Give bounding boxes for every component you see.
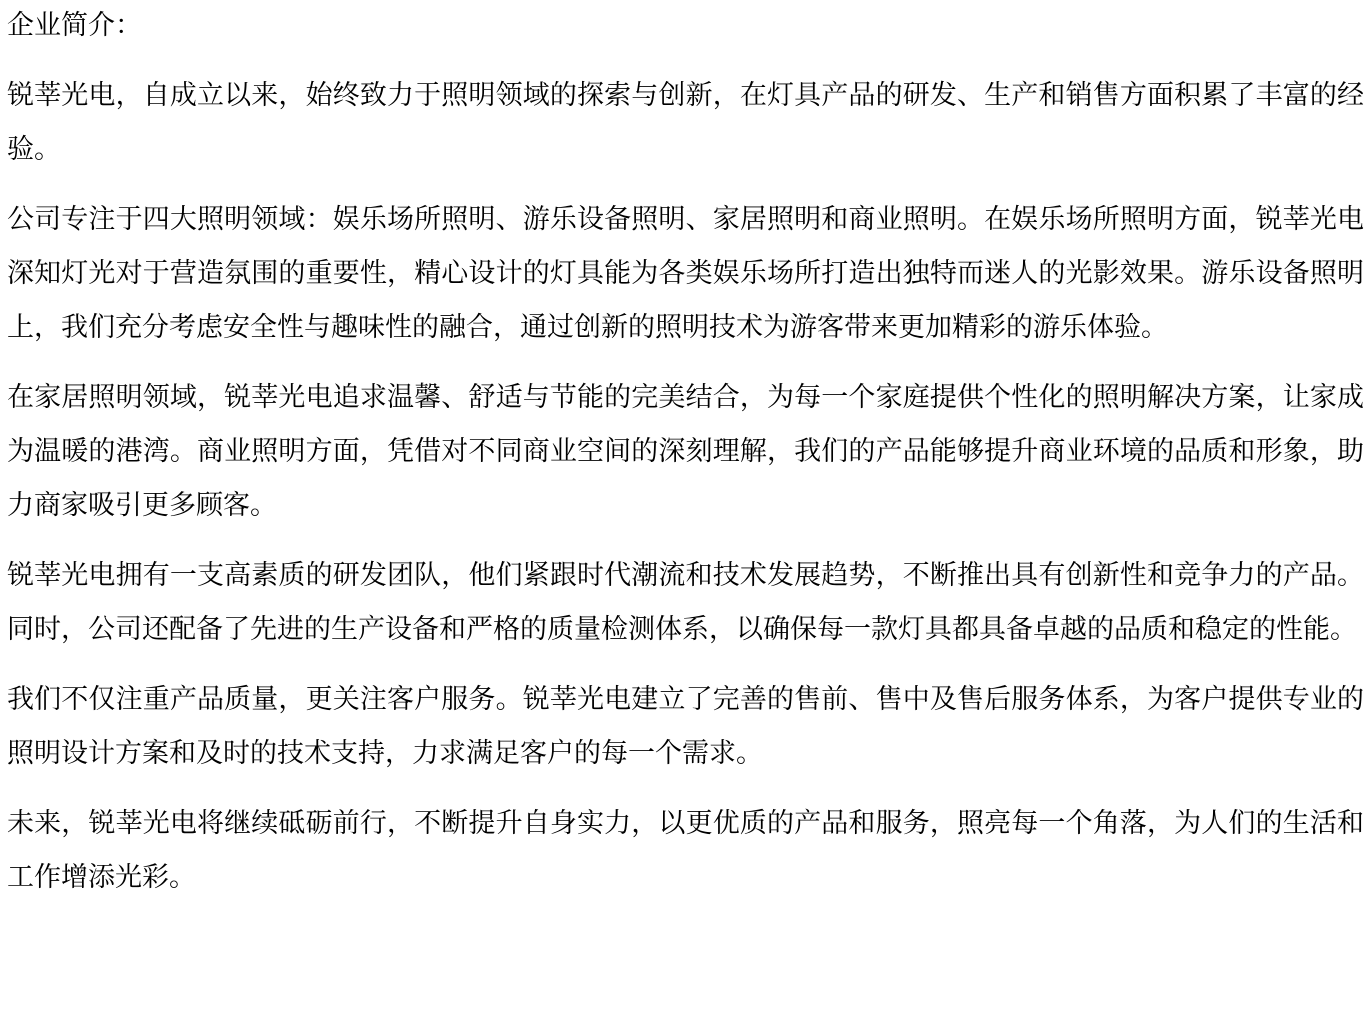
paragraph-customer-service: 我们不仅注重产品质量，更关注客户服务。锐莘光电建立了完善的售前、售中及售后服务体系，为客户提供专业的照明设计方案和及时的技术支持，力求满足客户的每一个需求。: [7, 684, 1364, 769]
paragraph-overview: 锐莘光电，自成立以来，始终致力于照明领域的探索与创新，在灯具产品的研发、生产和销售方面积累了丰富的经验。: [7, 80, 1364, 165]
paragraph-rd-quality: 锐莘光电拥有一支高素质的研发团队，他们紧跟时代潮流和技术发展趋势，不断推出具有创新性和竞争力的产品。同时，公司还配备了先进的生产设备和严格的质量检测体系，以确保每一款灯具都具备卓越的品质和稳定的性能。: [7, 560, 1364, 645]
paragraph-lighting-fields: 公司专注于四大照明领域：娱乐场所照明、游乐设备照明、家居照明和商业照明。在娱乐场所照明方面，锐莘光电深知灯光对于营造氛围的重要性，精心设计的灯具能为各类娱乐场所打造出独特而迷人的光影效果。游乐设备照明上，我们充分考虑安全性与趣味性的融合，通过创新的照明技术为游客带来更加精彩的游乐体验。: [7, 204, 1364, 343]
paragraph-home-commercial: 在家居照明领域，锐莘光电追求温馨、舒适与节能的完美结合，为每一个家庭提供个性化的照明解决方案，让家成为温暖的港湾。商业照明方面，凭借对不同商业空间的深刻理解，我们的产品能够提升商业环境的品质和形象，助力商家吸引更多顾客。: [7, 382, 1364, 521]
paragraph-future: 未来，锐莘光电将继续砥砺前行，不断提升自身实力，以更优质的产品和服务，照亮每一个角落，为人们的生活和工作增添光彩。: [7, 808, 1364, 893]
profile-heading: 企业简介：: [7, 10, 142, 41]
